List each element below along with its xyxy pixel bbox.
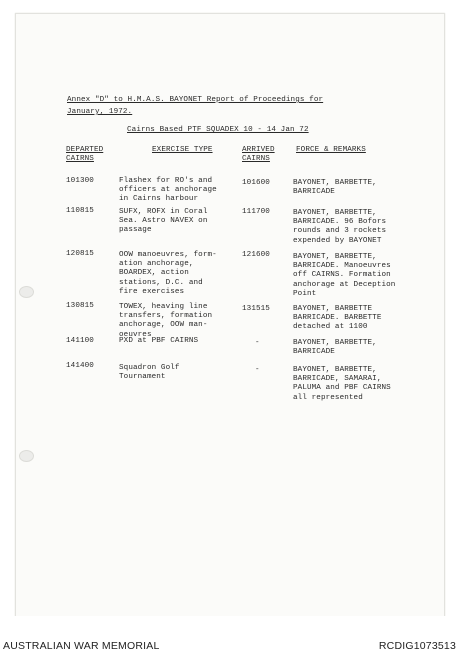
row-3-arrived: 121600 [242, 251, 270, 259]
footer-record-id: RCDIG1073513 [378, 640, 456, 652]
row-2-exercise: SUFX, ROFX in Coral Sea. Astro NAVEX on passage [119, 208, 208, 235]
row-2-force: BAYONET, BARBETTE, BARRICADE. 96 Bofors rounds and 3 rockets expended by BAYONET [293, 209, 387, 245]
row-2-departed: 110815 [66, 207, 94, 215]
row-4-arrived: 131515 [242, 305, 270, 313]
annex-title-line2: January, 1972. [67, 108, 133, 116]
row-5-exercise: PXD at PBF CAIRNS [119, 337, 199, 345]
row-3-force: BAYONET, BARBETTE, BARRICADE. Manoeuvres off CAIRNS. Formation anchorage at Deception Point [293, 253, 396, 298]
punch-hole [19, 450, 34, 462]
row-5-departed: 141100 [66, 337, 94, 345]
row-5-force: BAYONET, BARBETTE, BARRICADE [293, 339, 377, 357]
punch-hole [19, 286, 34, 298]
row-6-exercise: Squadron Golf Tournament [119, 364, 180, 382]
header-force-remarks: FORCE & REMARKS [296, 146, 366, 154]
row-1-departed: 101300 [66, 177, 94, 185]
header-arrived: ARRIVED CAIRNS [242, 146, 275, 164]
row-4-departed: 130815 [66, 302, 94, 310]
row-6-arrived: - [255, 366, 260, 374]
footer-institution: AUSTRALIAN WAR MEMORIAL [3, 640, 160, 652]
row-4-exercise: TOWEX, heaving line transfers, formation anchorage, OOW man- oeuvres [119, 303, 213, 339]
row-1-arrived: 101600 [242, 179, 270, 187]
squadex-subtitle: Cairns Based PTF SQUADEX 10 - 14 Jan 72 [127, 126, 309, 134]
row-1-force: BAYONET, BARBETTE, BARRICADE [293, 179, 377, 197]
header-exercise-type: EXERCISE TYPE [152, 146, 213, 154]
row-4-force: BAYONET, BARBETTE BARRICADE. BARBETTE detached at 1100 [293, 305, 382, 332]
row-2-arrived: 111700 [242, 208, 270, 216]
row-6-force: BAYONET, BARBETTE, BARRICADE, SAMARAI, PALUMA and PBF CAIRNS all represented [293, 366, 391, 402]
annex-title-line1: Annex "D" to H.M.A.S. BAYONET Report of Proceedings for [67, 96, 324, 104]
row-1-exercise: Flashex for RO's and officers at anchorage in Cairns harbour [119, 177, 217, 204]
row-6-departed: 141400 [66, 362, 94, 370]
header-departed: DEPARTED CAIRNS [66, 146, 104, 164]
archive-footer [0, 616, 460, 654]
row-3-exercise: OOW manoeuvres, form- ation anchorage, BOARDEX, action stations, D.C. and fire exercises [119, 251, 217, 296]
row-5-arrived: - [255, 339, 260, 347]
row-3-departed: 120815 [66, 250, 94, 258]
